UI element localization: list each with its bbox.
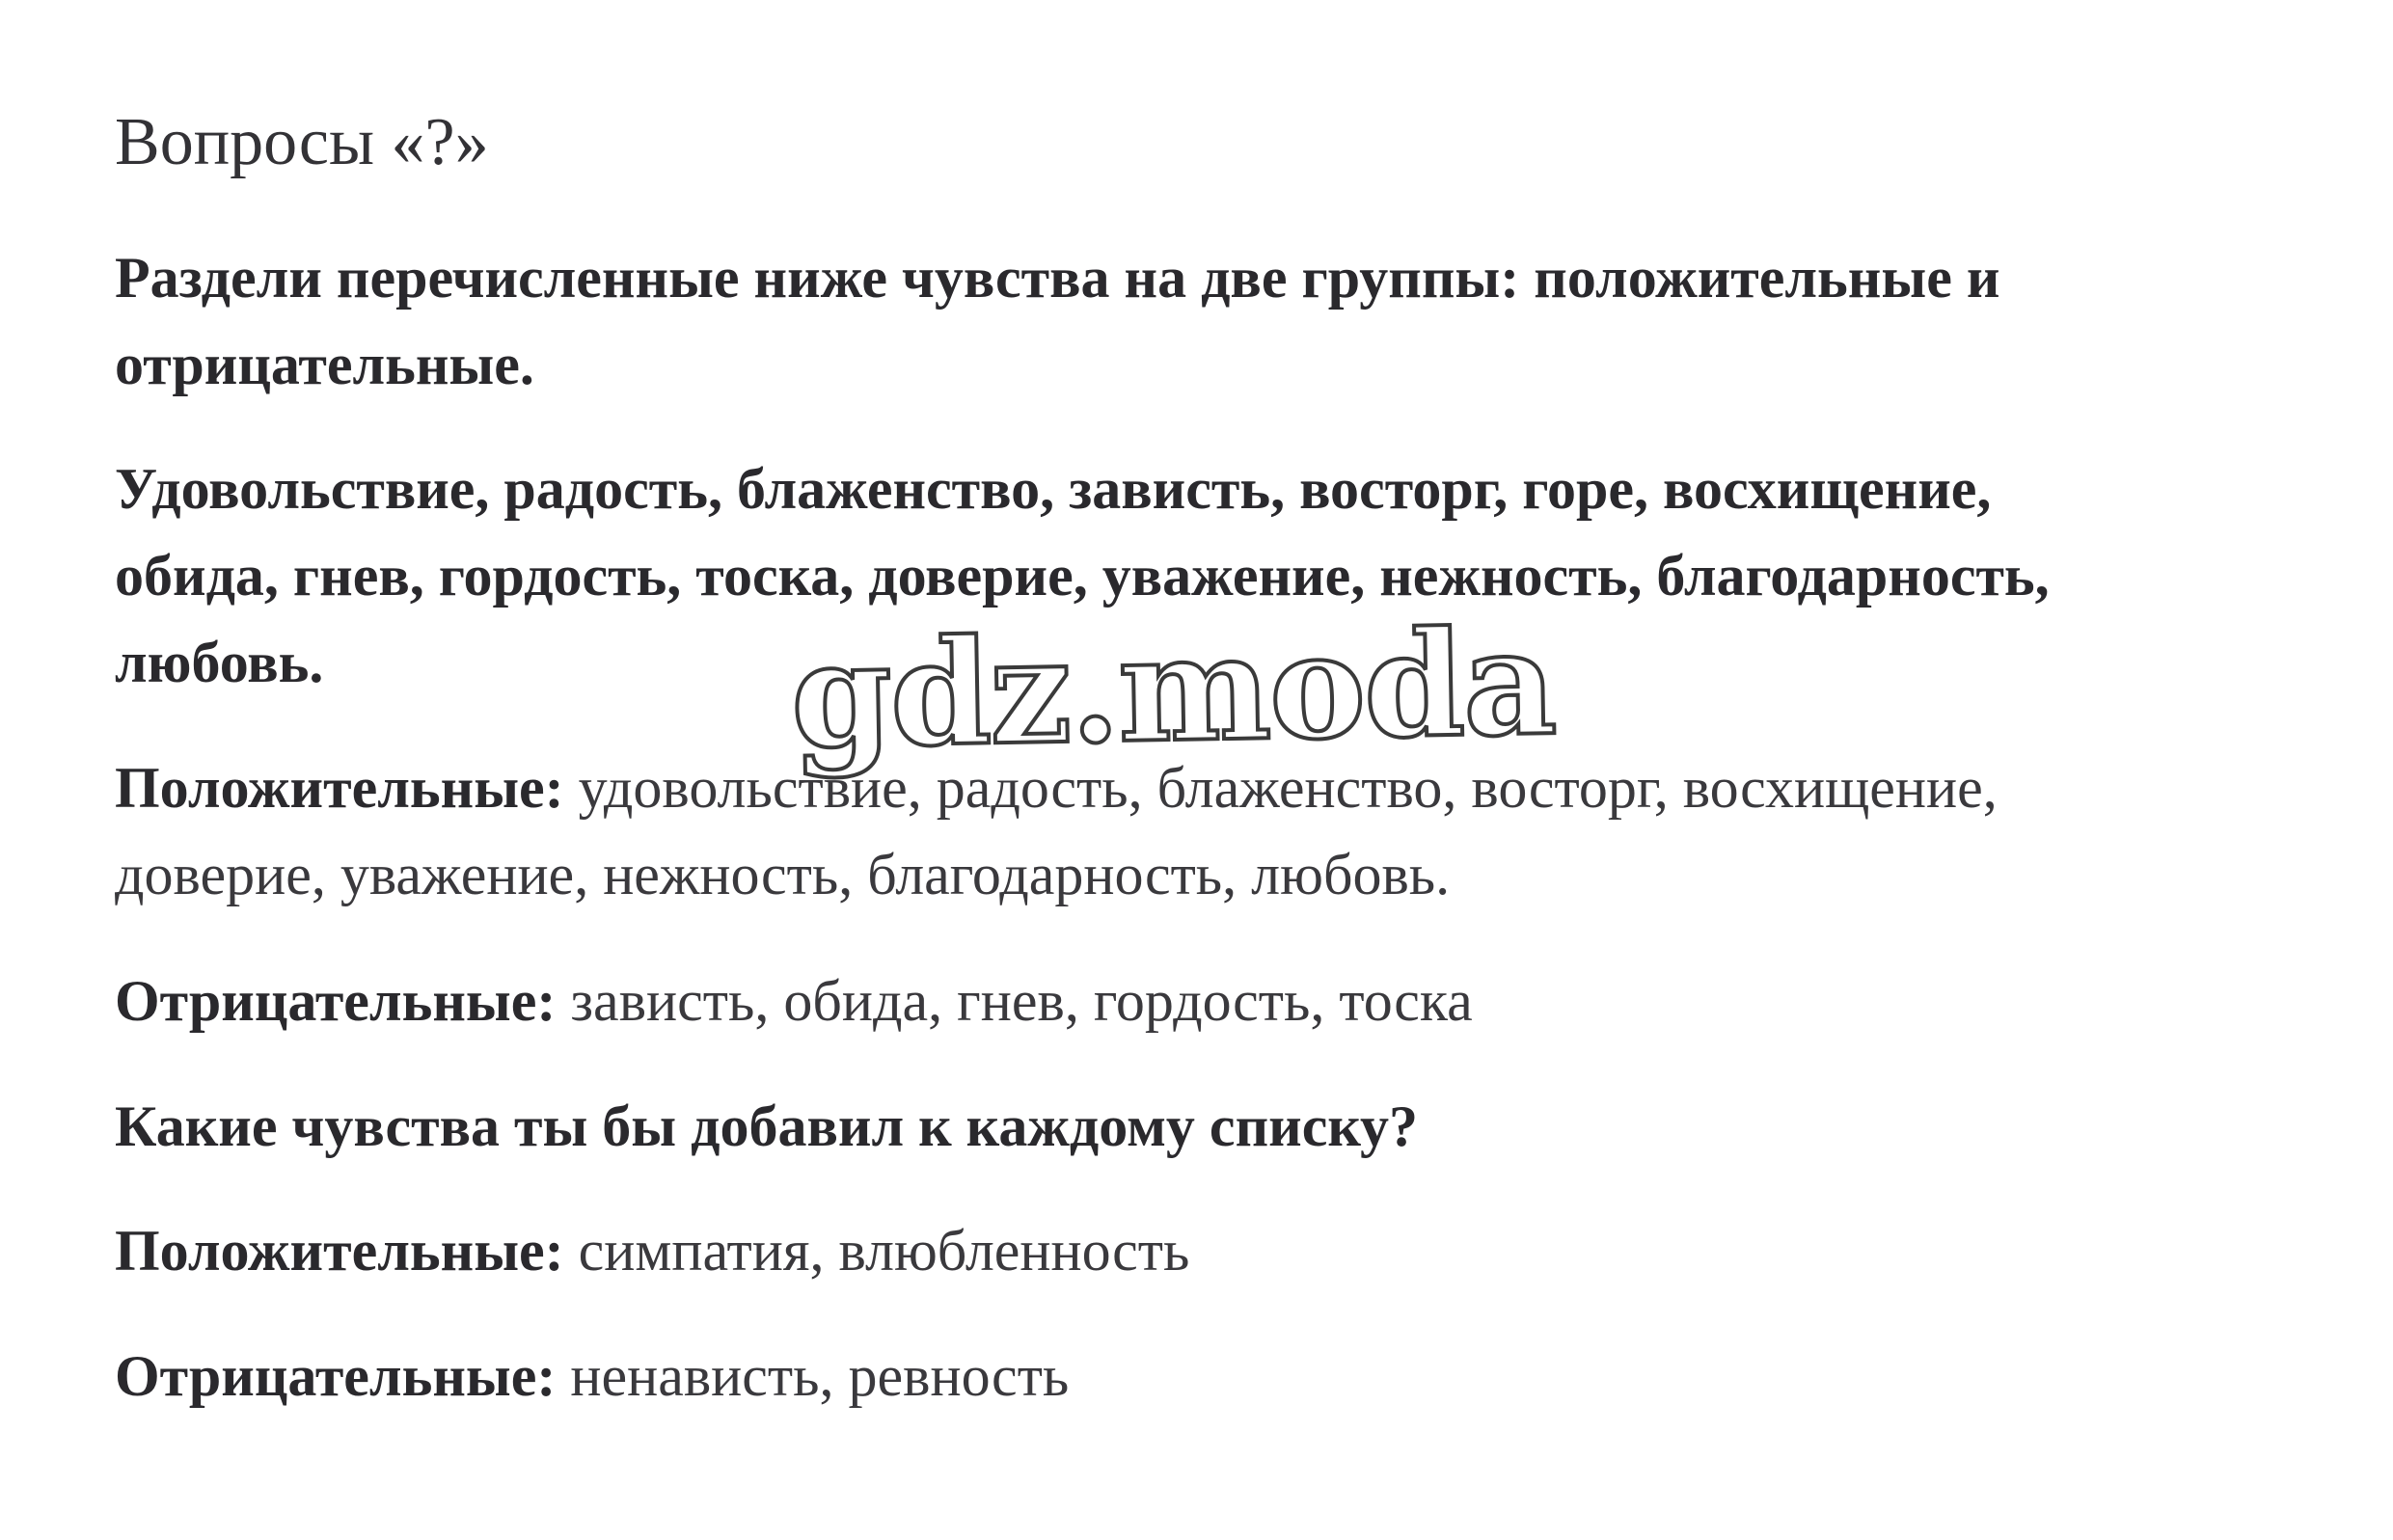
- task1-list-line-3: любовь.: [115, 631, 324, 694]
- positive-answer-text: симпатия, влюбленность: [563, 1219, 1190, 1283]
- task1-question-line-2: отрицательные.: [115, 333, 534, 396]
- task1-question-line-1: Раздели перечисленные ниже чувства на две группы: положительные и: [115, 246, 2000, 310]
- task2-negative-answer: [115, 1333, 1069, 1419]
- positive-label: Положительные:: [115, 756, 564, 820]
- task1-list-line-1: Удовольствие, радость, блаженство, зависть, восторг, горе, восхищение,: [115, 457, 1992, 521]
- negative-answer-text: ненависть, ревность: [556, 1344, 1070, 1408]
- task2-positive-answer: [115, 1207, 1189, 1294]
- watermark-logo: gdz.moda: [789, 598, 1557, 781]
- task1-list-line-2: обида, гнев, гордость, тоска, доверие, уважение, нежность, благодарность,: [115, 544, 2050, 608]
- negative-answer-text: зависть, обида, гнев, гордость, тоска: [556, 969, 1473, 1033]
- page-title: Вопросы «?»: [115, 105, 489, 179]
- negative-label: Отрицательные:: [115, 1344, 557, 1408]
- negative-label: Отрицательные:: [115, 969, 557, 1033]
- positive-answer-text: удовольствие, радость, блаженство, восторг, восхищение,: [563, 756, 1998, 820]
- task1-positive-answer-line-2: доверие, уважение, нежность, благодарность, любовь.: [115, 843, 1451, 906]
- task2-question: Какие чувства ты бы добавил к каждому списку?: [115, 1094, 1419, 1158]
- positive-label: Положительные:: [115, 1219, 564, 1283]
- task1-negative-answer: [115, 958, 1473, 1044]
